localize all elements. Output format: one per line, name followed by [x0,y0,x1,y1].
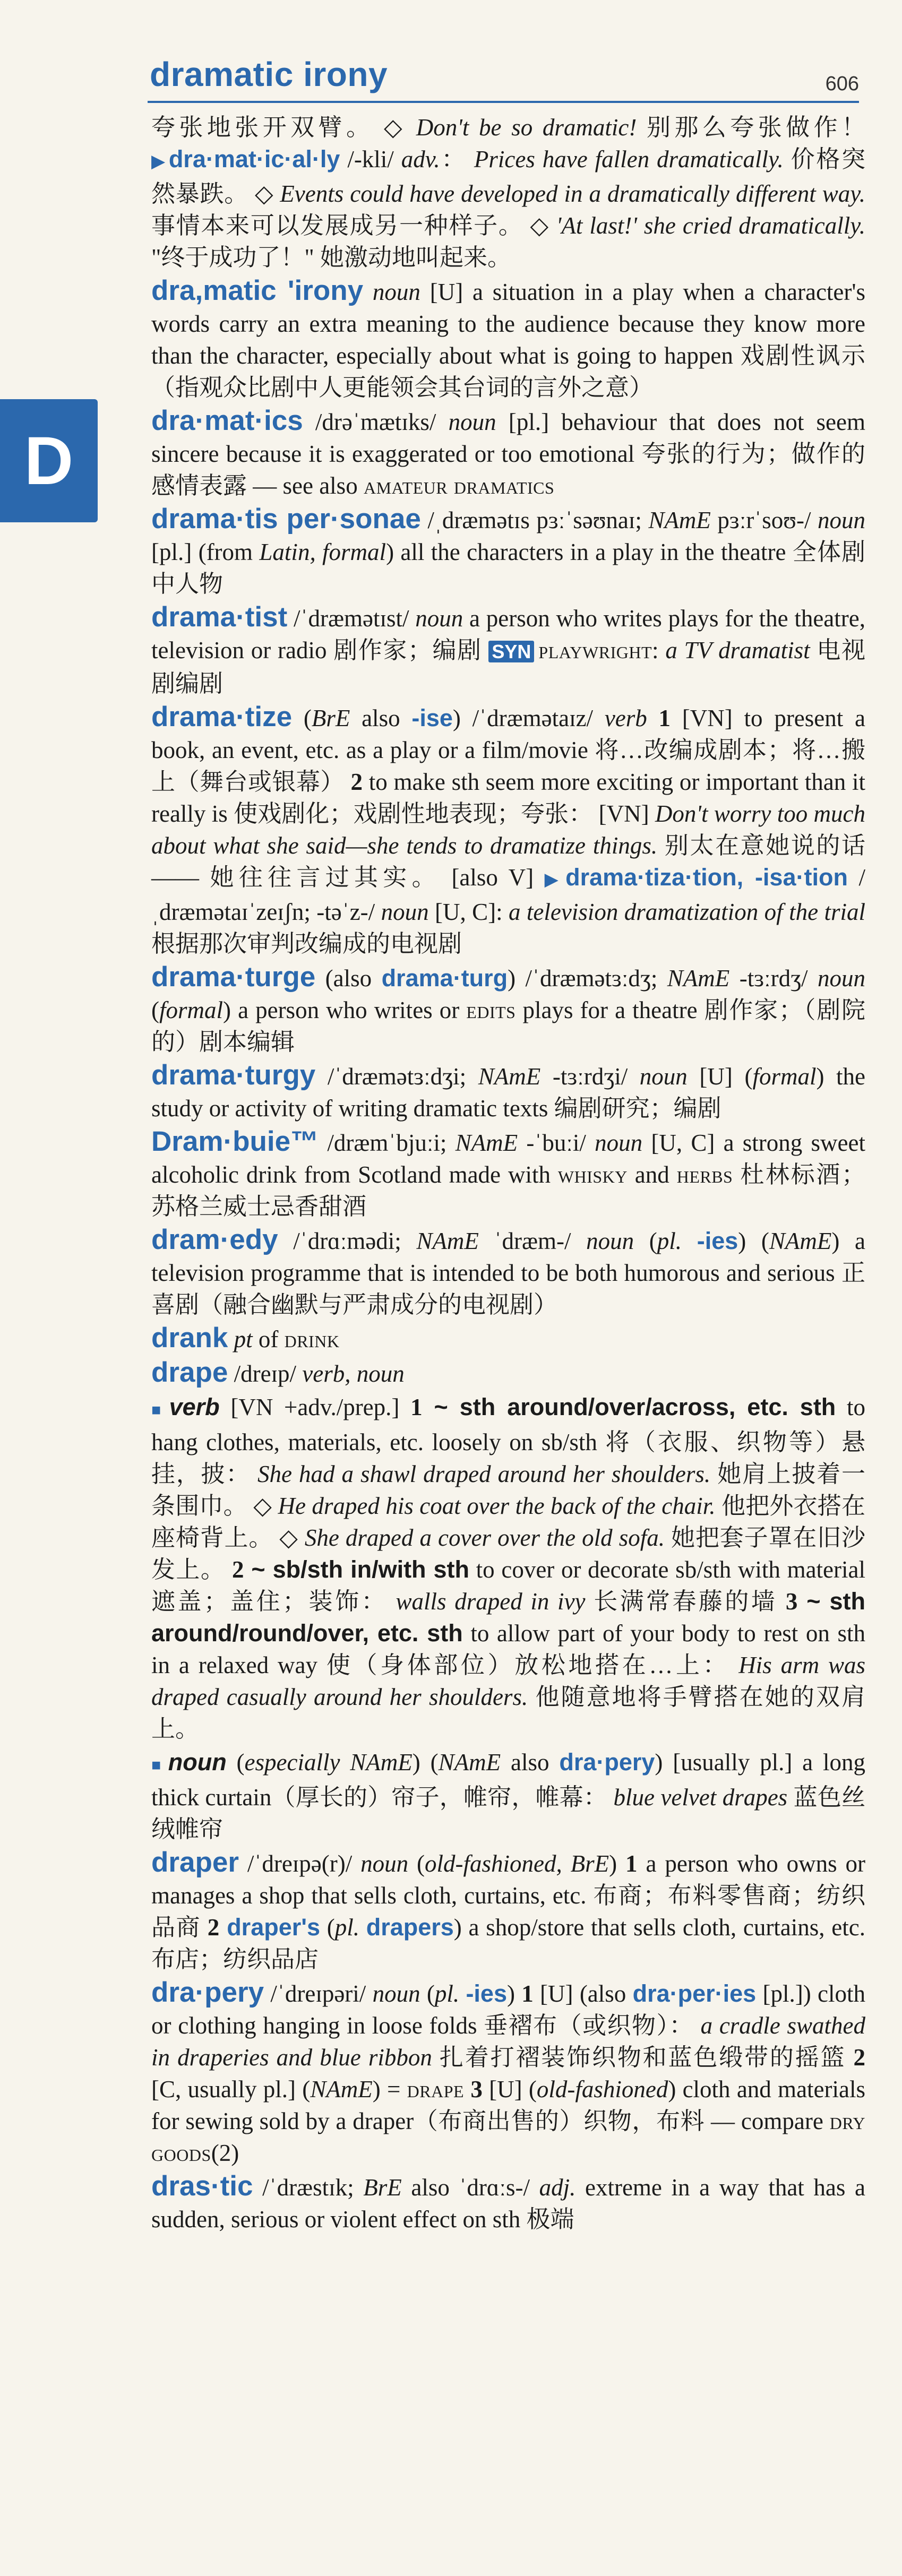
cross-reference: edits [466,997,516,1023]
entry-drambuie: Dram·buie™ /dræmˈbjuːi; NAmE -ˈbuːi/ noun [U, C] a strong sweet alcoholic drink from Scotland made with whisky and herbs 杜林标酒；苏格兰威士忌香甜酒 [151,1126,865,1220]
entry-dramatize: drama·tize (BrE also -ise) /ˈdræmətaɪz/ verb 1 [VN] to present a book, an event, etc. as a play or a film/movie 将…改编成剧本；将…搬上（舞台或银幕） 2 to make sth seem more exciting or important than it really is 使戏剧化；戏剧性地表现；夸张： [VN] Don't worry too much about what she said—she tends to dramatize things. 别太在意她说的话 —— 她往往言过其实。 [also V] ▶drama·tiza·tion, -isa·tion /ˌdræmətaɪˈzeɪʃn; -təˈz-/ noun [U, C]: a television dramatization of the trial 根据那次审判改编成的电视剧 [151,701,865,957]
cross-reference: drape [407,2076,465,2103]
entry-drapery: dra·pery /ˈdreɪpəri/ noun (pl. -ies) 1 [U] (also dra·per·ies [pl.]) cloth or clothing hanging in loose folds 垂褶布（或织物）： a cradle swathed in draperies and blue ribbon 扎着打褶装饰织物和蓝色缎带的摇篮 2 [C, usually pl.] (NAmE) = drape 3 [U] (old-fashioned) cloth and materials for sewing sold by a draper（布商出售的）织物，布料 — compare dry goods(2) [151,1977,865,2166]
headword: dras·tic [151,2170,253,2202]
entry-drape-verb: ■ verb [VN +adv./prep.] 1 ~ sth around/over/across, etc. sth to hang clothes, materials, etc. loosely on sb/sth 将（衣服、织物等）悬挂，披： She had a shawl draped around her shoulders. 她肩上披着一条围巾。 ◇ He draped his coat over the back of the chair. 他把外衣搭在座椅背上。 ◇ She draped a cover over the old sofa. 她把套子罩在旧沙发上。 2 ~ sb/sth in/with sth to cover or decorate sb/sth with material 遮盖；盖住；装饰： walls draped in ivy 长满常春藤的墙 3 ~ sth around/round/over, etc. sth to allow part of your body to rest on sth in a relaxed way 使（身体部位）放松地搭在…上： His arm was draped casually around her shoulders. 他随意地将手臂搭在她的双肩上。 [151,1393,866,1742]
entry-dramaturgy: drama·turgy /ˈdræmətɜːdʒi; NAmE -tɜːrdʒi/ noun [U] (formal) the study or activity of writing dramatic texts 编剧研究；编剧 [151,1059,866,1122]
headword: drama·turgy [151,1059,316,1091]
cross-reference: herbs [676,1161,733,1188]
entry-drape-noun: ■ noun (especially NAmE) (NAmE also dra·pery) [usually pl.] a long thick curtain（厚长的）帘子，帷帘，帷幕： blue velvet drapes 蓝色丝绒帷帘 [151,1748,865,1842]
headword: dra·mat·ics [151,405,303,436]
entry-drape: drape /dreɪp/ verb, noun [151,1357,405,1388]
derivative-headword: dra·mat·ic·al·ly [168,145,340,173]
entry-dramatic-irony: dra,matic 'irony noun [U] a situation in a play when a character's words carry an extra meaning to the audience because they know more than the character, especially about what is going to happen 戏剧性讽示（指观众比剧中人更能领会其台词的言外之意） [151,275,866,401]
headword: dra·pery [151,1977,264,2008]
cross-reference: whisky [557,1161,628,1188]
headword: drama·tize [151,701,293,733]
cross-reference: amateur dramatics [363,472,555,499]
synonym-word: playwright [538,637,652,664]
entry-dramatics: dra·mat·ics /drəˈmætɪks/ noun [pl.] behaviour that does not seem sincere because it is exaggerated or too emotional 夸张的行为；做作的感情表露 — see also amateur dramatics [151,405,865,499]
entry-dramatis-personae: drama·tis per·sonae /ˌdræmətɪs pɜːˈsəʊnaɪ; NAmE pɜːrˈsoʊ-/ noun [pl.] (from Latin, formal) all the characters in a play in the theatre 全体剧中人物 [151,503,865,597]
letter-thumb-tab [0,399,98,522]
section-square-icon: ■ [151,1401,166,1419]
entry-drastic: dras·tic /ˈdræstɪk; BrE also ˈdrɑːs-/ adj. extreme in a way that has a sudden, serious or violent effect on sth 极端 [151,2170,866,2233]
section-square-icon: ■ [151,1756,165,1774]
headword: drape [151,1357,228,1388]
entry-drank: drank pt of drink [151,1322,340,1354]
entry-dramatist: drama·tist /ˈdræmətɪst/ noun a person who writes plays for the theatre, television or radio 剧作家；编剧 SYN playwright: a TV dramatist 电视剧编剧 [151,601,865,697]
derivative-arrow-icon: ▶ [151,152,167,171]
headword: drama·tis per·sonae [151,503,421,535]
headword: draper [151,1847,239,1878]
entry-draper: draper /ˈdreɪpə(r)/ noun (old-fashioned, BrE) 1 a person who owns or manages a shop that sells cloth, curtains, etc. 布商；布料零售商；纺织品商 2 draper's (pl. drapers) a shop/store that sells cloth, curtains, etc. 布店；纺织品店 [151,1847,865,1972]
headword: drama·turge [151,961,316,993]
synonym-badge: SYN [488,641,534,662]
cross-reference: drink [284,1326,340,1352]
entry-dramedy: dram·edy /ˈdrɑːmədi; NAmE ˈdræm-/ noun (pl. -ies) (NAmE) a television programme that is intended to be both humorous and serious 正喜剧（融合幽默与严肃成分的电视剧） [151,1224,865,1318]
headword: dra,matic 'irony [151,275,364,306]
derivative-headword: drama·tiza·tion, -isa·tion [565,864,848,891]
page-number: 606 [825,73,859,95]
headword: Dram·buie™ [151,1126,319,1157]
entry-dramaturge: drama·turge (also drama·turg) /ˈdræmətɜːdʒ; NAmE -tɜːrdʒ/ noun (formal) a person who writes or edits plays for a theatre 剧作家；（剧院的）剧本编辑 [151,961,866,1055]
entry-dramatic-continued: 夸张地张开双臂。 ◇ Don't be so dramatic! 别那么夸张做作！ ▶dra·mat·ic·al·ly /-kli/ adv.： Prices have fallen dramatically. 价格突然暴跌。 ◇ Events could have developed in a dramatically different way. 事情本来可以发展成另一种样子。 ◇ 'At last!' she cried dramatically. "终于成功了！" 她激动地叫起来。 [151,114,866,271]
page-header [148,50,859,103]
derivative-arrow-icon: ▶ [544,870,564,890]
tab-letter: D [24,423,74,499]
headword: drama·tist [151,601,288,633]
headword: drank [151,1322,228,1354]
dictionary-column [151,111,865,2237]
headword: dram·edy [151,1224,278,1255]
cross-reference: dry goods [151,2108,865,2166]
guide-word: dramatic irony [150,55,388,93]
